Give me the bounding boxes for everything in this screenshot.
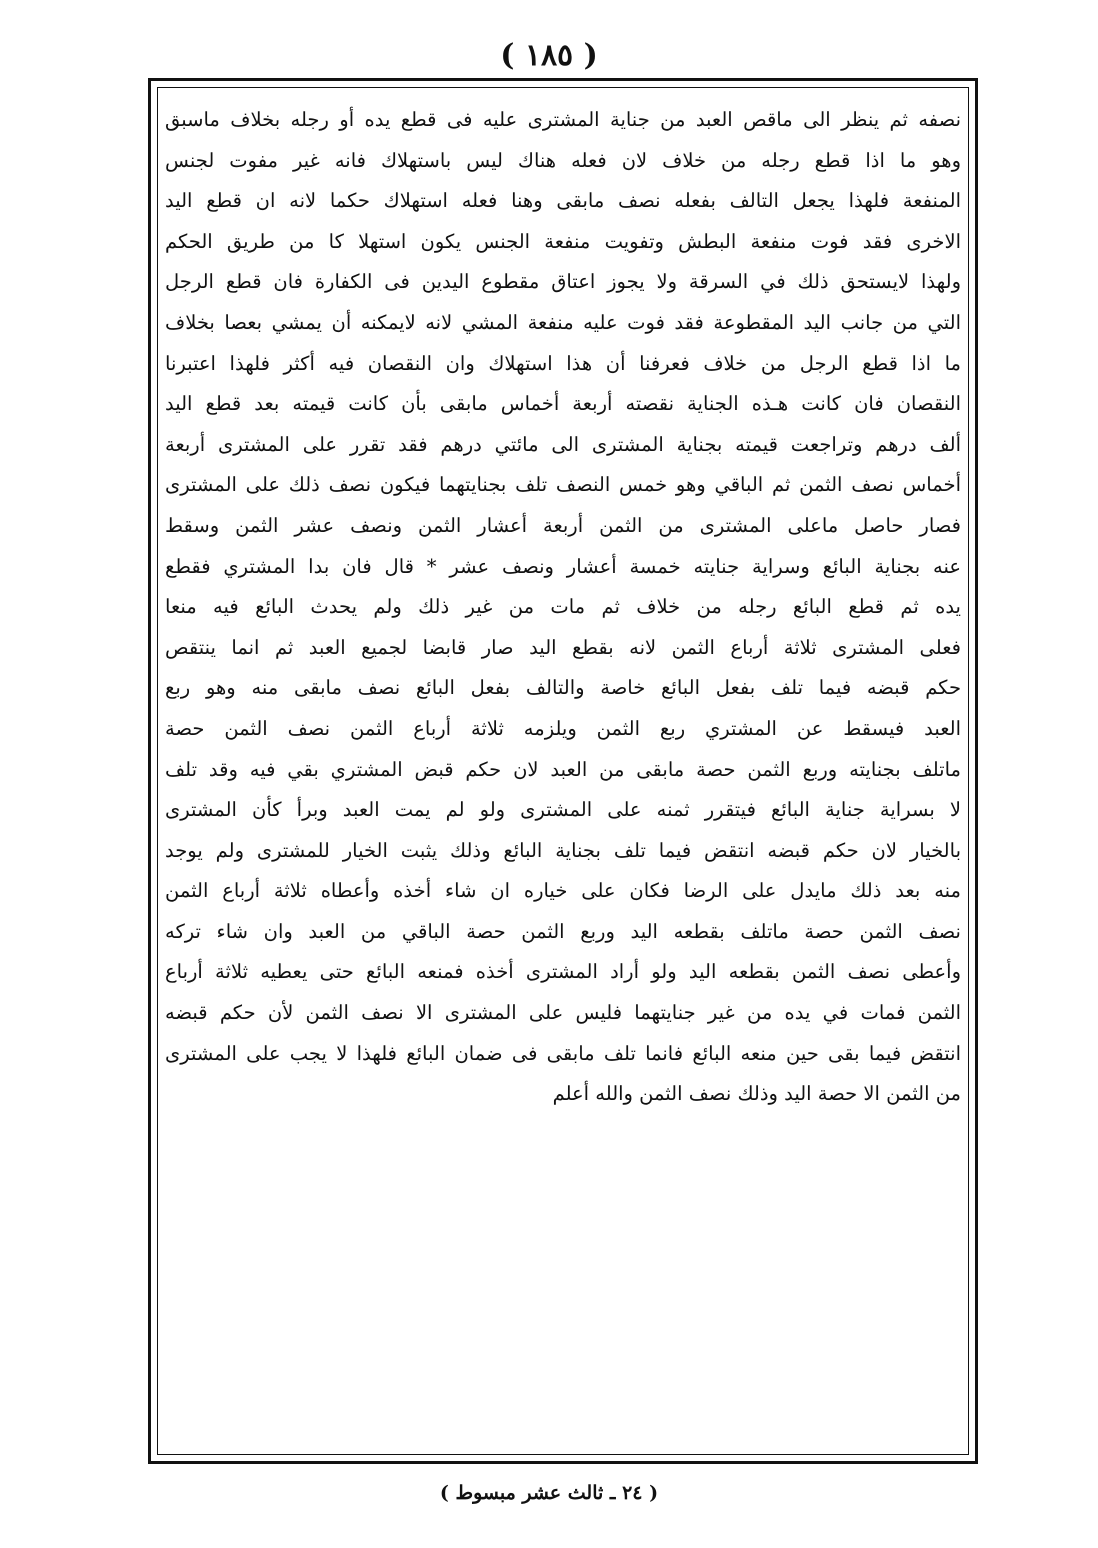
text-line: لا بسراية جناية البائع فيتقرر ثمنه على المشترى ولو لم يمت العبد وبرأ كأن المشترى [165,798,961,822]
text-line: حكم قبضه فيما تلف بفعل البائع خاصة والتالف بفعل البائع نصف مابقى منه وهو ربع [165,676,961,700]
text-line: وأعطى نصف الثمن بقطعه اليد ولو أراد المشترى أخذه فمنعه البائع حتى يعطيه ثلاثة أرباع [165,960,961,984]
text-line: الثمن فمات في يده من غير جنايتهما فليس على المشترى الا نصف الثمن لأن حكم قبضه [165,1001,961,1025]
text-line: منه بعد ذلك مايدل على الرضا فكان على خياره ان شاء أخذه وأعطاه ثلاثة أرباع الثمن [165,879,961,903]
text-line: انتقض فيما بقى حين منعه البائع فانما تلف مابقى فى ضمان البائع فلهذا لا يجب على المشترى [165,1041,961,1065]
text-line: فعلى المشترى ثلاثة أرباع الثمن لانه بقطع اليد صار قابضا لجميع العبد ثم انما ينتقص [165,635,961,659]
text-line: ماتلف بجنايته وربع الثمن حصة مابقى من العبد لان حكم قبض المشتري بقي فيه وقد تلف [165,757,961,781]
text-line: الاخرى فقد فوت منفعة البطش وتفويت منفعة الجنس يكون استهلا كا من طريق الحكم [165,229,961,253]
body-text [165,100,961,1440]
text-line: التي من جانب اليد المقطوعة فقد فوت عليه منفعة المشي لانه لايمكنه أن يمشي بعصا بخلاف [165,310,961,334]
text-line: نصفه ثم ينظر الى ماقص العبد من جناية المشترى عليه فى قطع يده أو رجله بخلاف ماسبق [165,108,961,131]
text-line: فصار حاصل ماعلى المشترى من الثمن أربعة أعشار الثمن ونصف عشر الثمن وسقط [165,513,961,537]
text-line: نصف الثمن حصة ماتلف بقطعه اليد وربع الثمن حصة الباقي من العبد وان شاء تركه [165,919,961,943]
text-line: أخماس نصف الثمن ثم الباقي وهو خمس النصف تلف بجنايتهما فيكون نصف ذلك على المشترى [165,473,961,497]
footer-note: ( ٢٤ ـ ثالث عشر مبسوط ) [439,1482,659,1504]
text-line: النقصان فان كانت هـذه الجناية نقصته أربعة أخماس مابقى بأن كانت قيمته بعد قطع اليد [165,392,961,416]
text-line: وهو ما اذا قطع رجله من خلاف لان فعله هناك ليس باستهلاك فانه غير مفوت لجنس [165,148,961,172]
text-line: ما اذا قطع الرجل من خلاف فعرفنا أن هذا استهلاك وان النقصان فيه أكثر فلهذا اعتبرنا [165,351,961,375]
text-line: عنه بجناية البائع وسراية جنايته خمسة أعشار ونصف عشر * قال فان بدا المشتري فقطع [165,554,961,578]
page-number: ( ١٨٥ ) [500,38,598,73]
text-line: العبد فيسقط عن المشتري ربع الثمن ويلزمه ثلاثة أرباع الثمن نصف الثمن حصة [165,716,961,740]
text-line: ولهذا لايستحق ذلك في السرقة ولا يجوز اعتاق مقطوع اليدين فى الكفارة فان قطع الرجل [165,270,961,294]
text-line: يده ثم قطع البائع رجله من خلاف ثم مات من غير ذلك ولم يحدث البائع فيه منعا [165,595,961,619]
text-line: بالخيار لان حكم قبضه انتقض فيما تلف بجناية البائع وذلك يثبت الخيار للمشترى ولم يوجد [165,838,961,862]
text-line: من الثمن الا حصة اليد وذلك نصف الثمن والله أعلم [552,1082,961,1106]
text-line: ألف درهم وتراجعت قيمته بجناية المشترى الى مائتي درهم فقد تقرر على المشترى أربعة [165,432,961,456]
text-line: المنفعة فلهذا يجعل التالف بفعله نصف مابقى وهنا فعله استهلاك حكما لانه ان قطع اليد [165,189,961,213]
